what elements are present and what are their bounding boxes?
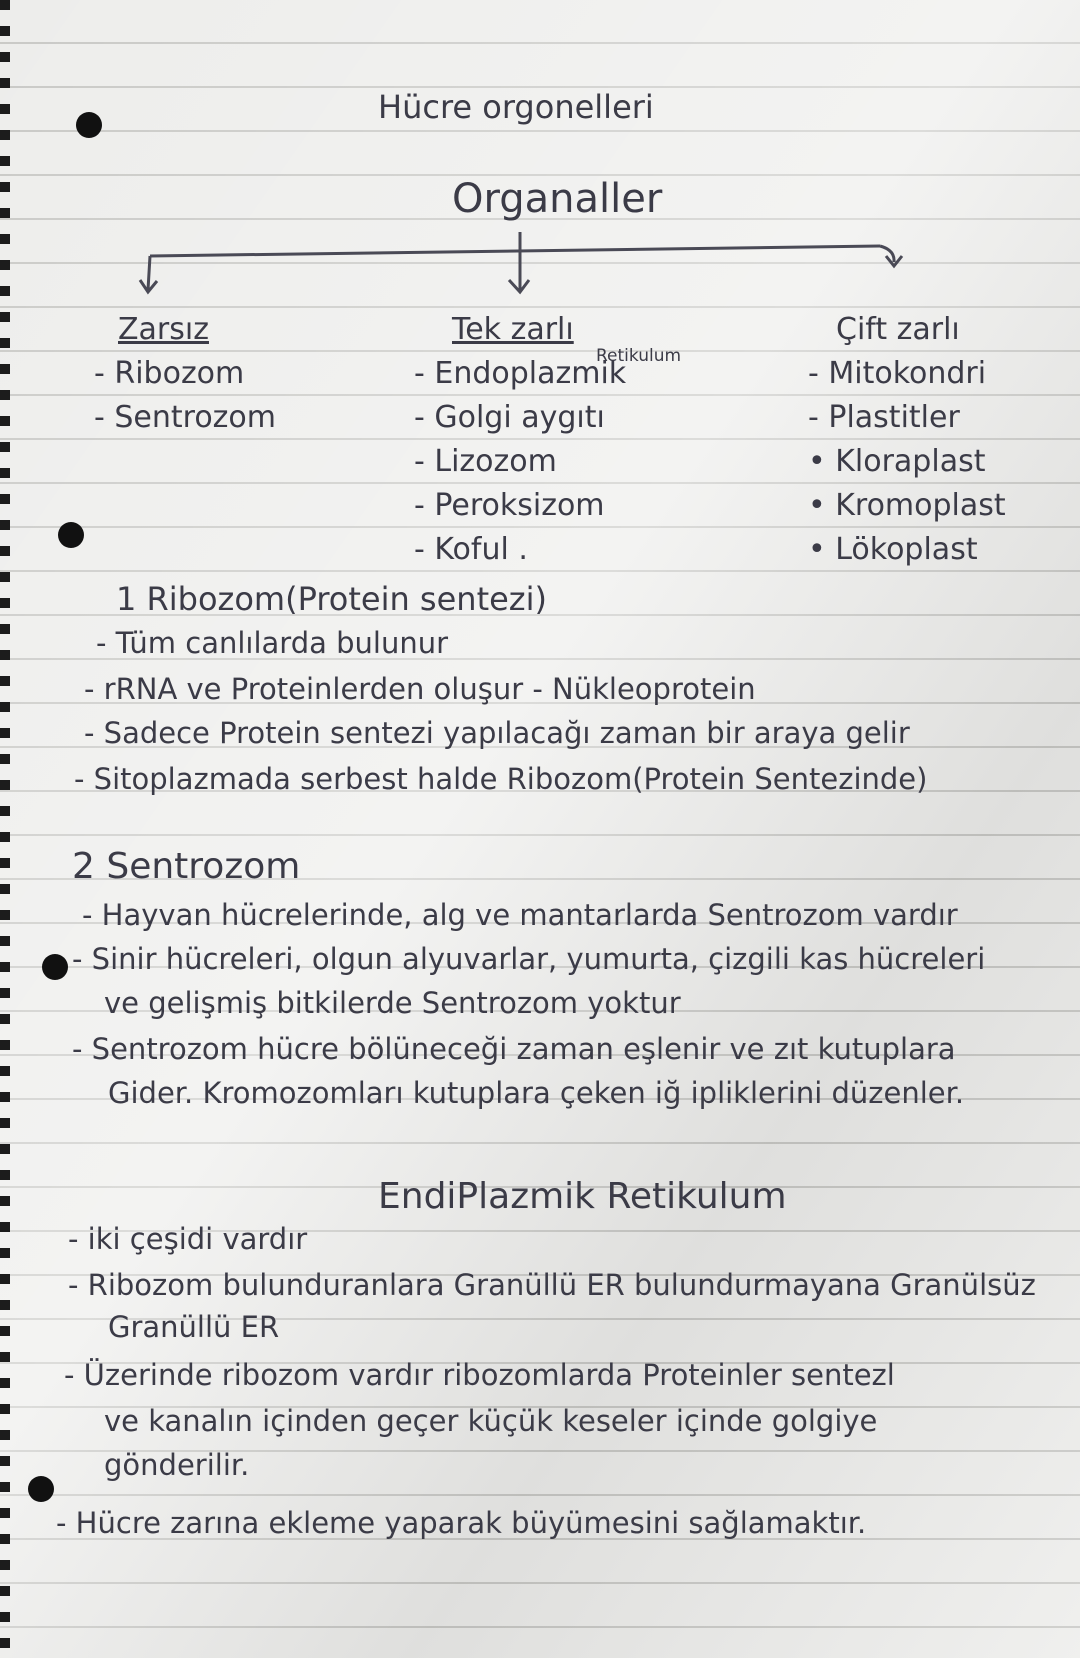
column-item: - Koful . (414, 532, 528, 567)
section-line: - Sinir hücreleri, olgun alyuvarlar, yumurta, çizgili kas hücreleri (72, 942, 986, 976)
section-line: Granüllü ER (108, 1310, 280, 1344)
column-item: - Sentrozom (94, 400, 276, 435)
column-item: - Ribozom (94, 356, 245, 391)
punch-hole (42, 954, 68, 980)
section-line: Gider. Kromozomları kutuplara çeken iğ ipliklerini düzenler. (108, 1076, 965, 1110)
section-heading: 1 Ribozom(Protein sentezi) (116, 580, 547, 618)
column-item: - Plastitler (808, 400, 960, 435)
column-item: - Endoplazmik (414, 356, 627, 391)
column-heading-zarsiz: Zarsız (118, 312, 209, 347)
diagram-connectors (0, 0, 1080, 320)
punch-hole (58, 522, 84, 548)
section-line: - Sadece Protein sentezi yapılacağı zaman bir araya gelir (84, 716, 910, 750)
column-item: • Kloraplast (808, 444, 986, 479)
section-heading: 2 Sentrozom (72, 846, 301, 887)
column-item: - Peroksizom (414, 488, 605, 523)
arrow-left (140, 256, 157, 292)
section-line: - Sitoplazmada serbest halde Ribozom(Protein Sentezinde) (74, 762, 928, 796)
column-heading-tek-zarli: Tek zarlı (452, 312, 574, 347)
column-item: • Lökoplast (808, 532, 978, 567)
section-line: ve kanalın içinden geçer küçük keseler içinde golgiye (104, 1404, 878, 1438)
section-line: - Üzerinde ribozom vardır ribozomlarda Proteinler sentezl (64, 1358, 895, 1392)
column-item: - Lizozom (414, 444, 557, 479)
column-item: • Kromoplast (808, 488, 1006, 523)
punch-hole (28, 1476, 54, 1502)
column-note: Retikulum (596, 346, 682, 366)
column-heading-cift-zarli: Çift zarlı (836, 312, 960, 347)
section-line: - Sentrozom hücre bölüneceği zaman eşlenir ve zıt kutuplara (72, 1032, 956, 1066)
section-line: - Hücre zarına ekleme yaparak büyümesini sağlamaktır. (56, 1506, 867, 1540)
section-line: - rRNA ve Proteinlerden oluşur - Nükleoprotein (84, 672, 756, 706)
section-line: gönderilir. (104, 1448, 250, 1482)
section-line: - Tüm canlılarda bulunur (96, 626, 449, 660)
column-item: - Mitokondri (808, 356, 987, 391)
section-line: - iki çeşidi vardır (68, 1222, 308, 1256)
section-line: ve gelişmiş bitkilerde Sentrozom yoktur (104, 986, 681, 1020)
section-heading: EndiPlazmik Retikulum (378, 1176, 787, 1217)
section-line: - Ribozom bulunduranlara Granüllü ER bulundurmayana Granülsüz (68, 1268, 1036, 1302)
branch-line (150, 246, 880, 256)
diagram-root: Organaller (452, 176, 663, 222)
arrow-right (880, 246, 902, 266)
section-line: - Hayvan hücrelerinde, alg ve mantarlarda Sentrozom vardır (82, 898, 958, 932)
page-title: Hücre orgonelleri (378, 88, 654, 126)
column-item: - Golgi aygıtı (414, 400, 605, 435)
